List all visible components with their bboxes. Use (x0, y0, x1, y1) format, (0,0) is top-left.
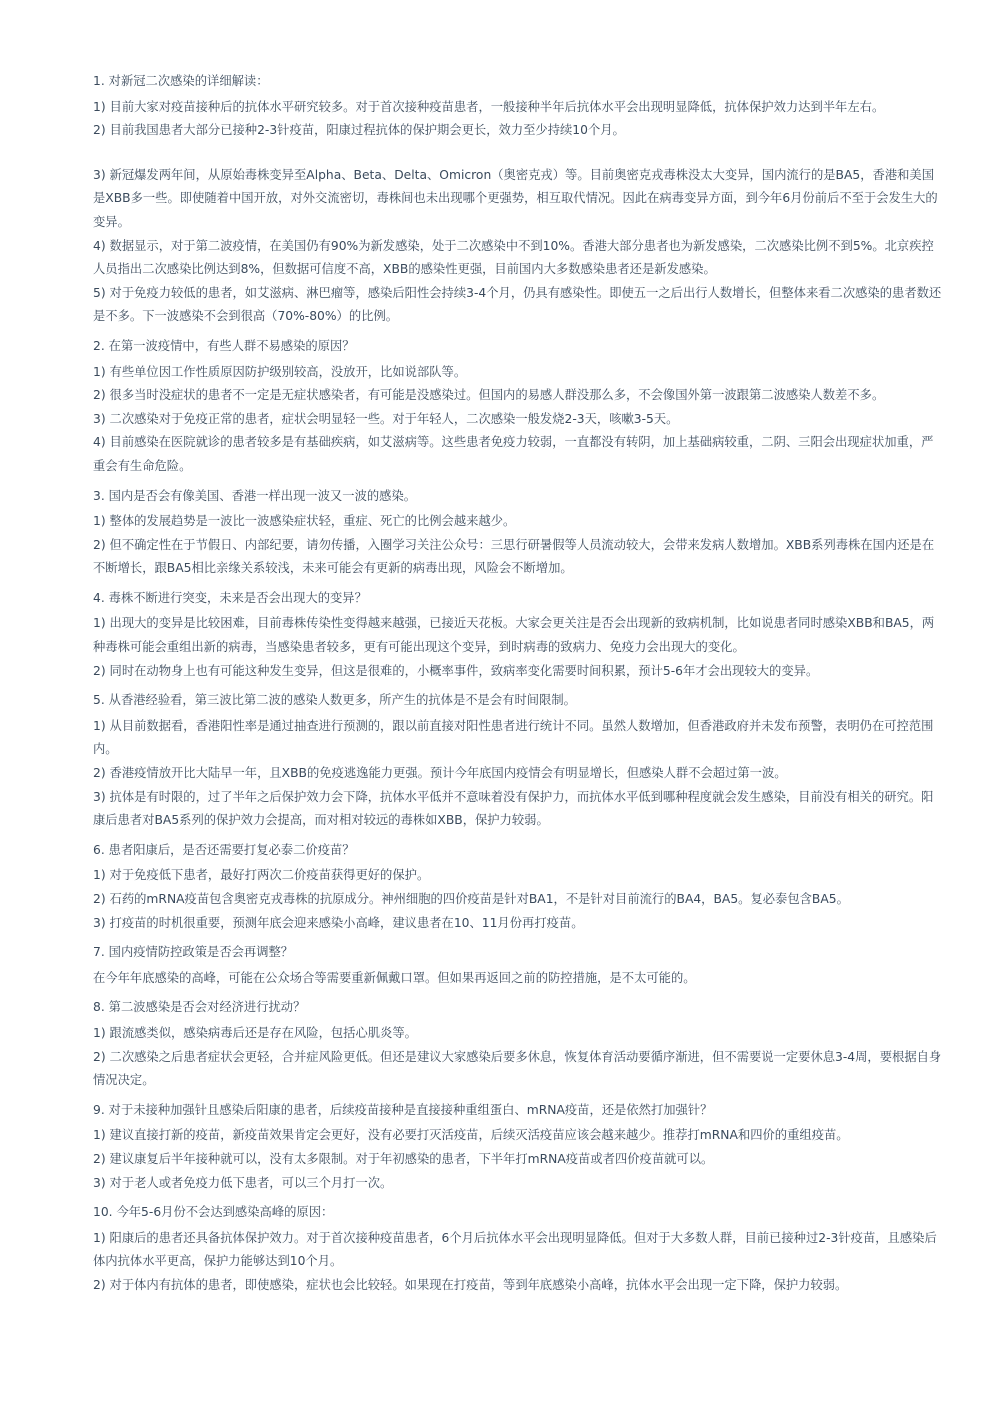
paragraph: 2) 对于体内有抗体的患者，即使感染，症状也会比较轻。如果现在打疫苗，等到年底感染小高峰，抗体水平会出现一定下降，保护力较弱。 (93, 1277, 848, 1292)
paragraph: 1) 目前大家对疫苗接种后的抗体水平研究较多。对于首次接种疫苗患者，一般接种半年后抗体水平会出现明显降低，抗体保护效力达到半年左右。 (93, 99, 885, 114)
paragraph: 3) 打疫苗的时机很重要，预测年底会迎来感染小高峰，建议患者在10、11月份再打疫苗。 (93, 915, 584, 930)
paragraph: 2) 石药的mRNA疫苗包含奥密克戎毒株的抗原成分。神州细胞的四价疫苗是针对BA1，不是针对目前流行的BA4，BA5。复必泰包含BA5。 (93, 892, 849, 906)
section-heading: 1. 对新冠二次感染的详细解读： (93, 74, 269, 88)
paragraph: 5) 对于免疫力较低的患者，如艾滋病、淋巴瘤等，感染后阳性会持续3-4个月，仍具有感染性。即使五一之后出行人数增长，但整体来看二次感染的患者数还是不多。下一波感染不会到很高（70%-80%）的比例。 (93, 285, 942, 324)
section-4 (93, 587, 945, 683)
paragraph: 2) 很多当时没症状的患者不一定是无症状感染者，有可能是没感染过。但国内的易感人群没那么多，不会像国外第一波跟第二波感染人数差不多。 (93, 388, 885, 403)
paragraph: 1) 从目前数据看，香港阳性率是通过抽查进行预测的，跟以前直接对阳性患者进行统计不同。虽然人数增加，但香港政府并未发布预警，表明仍在可控范围内。 (93, 718, 934, 757)
section-3 (93, 485, 945, 581)
section-heading: 4. 毒株不断进行突变，未来是否会出现大的变异？ (93, 590, 367, 605)
paragraph: 1) 阳康后的患者还具备抗体保护效力。对于首次接种疫苗患者，6个月后抗体水平会出现明显降低。但对于大多数人群，目前已接种过2-3针疫苗，且感染后体内抗体水平更高，保护力能够达到10个月。 (93, 1230, 937, 1269)
paragraph: 2) 但不确定性在于节假日、内部纪要，请勿传播，入圈学习关注公众号：三思行研暑假等人员流动较大，会带来发病人数增加。XBB系列毒株在国内还是在不断增长，跟BA5相比亲缘关系较浅，未来可能会有更新的病毒出现，风险会不断增加。 (93, 537, 935, 576)
section-heading: 5. 从香港经验看，第三波比第二波的感染人数更多，所产生的抗体是不是会有时间限制。 (93, 693, 576, 708)
paragraph: 1) 有些单位因工作性质原因防护级别较高，没放开，比如说部队等。 (93, 364, 467, 379)
paragraph: 3) 新冠爆发两年间，从原始毒株变异至Alpha、Beta、Delta、Omicron（奥密克戎）等。目前奥密克戎毒株没太大变异，国内流行的是BA5，香港和美国是XBB多一些。即使随着中国开放，对外交流密切，毒株间也未出现哪个更强势，相互取代情况。因此在病毒变异方面，到今年6月份前后不至于会发生大的变异。 (93, 167, 938, 229)
paragraph: 4) 目前感染在医院就诊的患者较多是有基础疾病，如艾滋病等。这些患者免疫力较弱，一直都没有转阴，加上基础病较重，二阴、三阳会出现症状加重，严重会有生命危险。 (93, 435, 934, 473)
section-heading: 10. 今年5-6月份不会达到感染高峰的原因： (93, 1205, 334, 1220)
section-9 (93, 1099, 945, 1195)
paragraph: 1) 整体的发展趋势是一波比一波感染症状轻，重症、死亡的比例会越来越少。 (93, 514, 516, 529)
paragraph: 1) 出现大的变异是比较困难，目前毒株传染性变得越来越强，已接近天花板。大家会更关注是否会出现新的致病机制，比如说患者同时感染XBB和BA5，两种毒株可能会重组出新的病毒，当感染患者较多，更有可能出现这个变异，到时病毒的致病力、免疫力会出现大的变化。 (93, 616, 935, 655)
paragraph: 1) 跟流感类似，感染病毒后还是存在风险，包括心肌炎等。 (93, 1025, 417, 1040)
section-heading: 6. 患者阳康后，是否还需要打复必泰二价疫苗？ (93, 842, 355, 857)
section-heading: 7. 国内疫情防控政策是否会再调整？ (93, 945, 294, 960)
paragraph: 3) 二次感染对于免疫正常的患者，症状会明显轻一些。对于年轻人，二次感染一般发烧2-3天，咳嗽3-5天。 (93, 411, 679, 426)
section-1 (93, 70, 945, 143)
paragraph: 2) 同时在动物身上也有可能这种发生变异，但这是很难的，小概率事件，致病率变化需要时间积累，预计5-6年才会出现较大的变异。 (93, 663, 819, 678)
section-8 (93, 996, 945, 1092)
paragraph: 在今年年底感染的高峰，可能在公众场合等需要重新佩戴口罩。但如果再返回之前的防控措施，是不太可能的。 (93, 970, 696, 985)
paragraph: 2) 香港疫情放开比大陆早一年，且XBB的免疫逃逸能力更强。预计今年底国内疫情会有明显增长，但感染人群不会超过第一波。 (93, 766, 787, 781)
section-6 (93, 839, 945, 935)
section-heading: 3. 国内是否会有像美国、香港一样出现一波又一波的感染。 (93, 488, 417, 503)
section-heading: 8. 第二波感染是否会对经济进行扰动？ (93, 1000, 306, 1015)
document-page (93, 70, 945, 1304)
section-heading: 9. 对于未接种加强针且感染后阳康的患者，后续疫苗接种是直接接种重组蛋白、mRNA疫苗，还是依然打加强针？ (93, 1102, 713, 1117)
paragraph: 3) 对于老人或者免疫力低下患者，可以三个月打一次。 (93, 1175, 393, 1190)
section-10 (93, 1201, 945, 1297)
paragraph: 2) 二次感染之后患者症状会更轻，合并症风险更低。但还是建议大家感染后要多休息，恢复体育活动要循序渐进，但不需要说一定要休息3-4周，要根据自身情况决定。 (93, 1049, 942, 1088)
paragraph: 3) 抗体是有时限的，过了半年之后保护效力会下降，抗体水平低并不意味着没有保护力，而抗体水平低到哪种程度就会发生感染，目前没有相关的研究。阳康后患者对BA5系列的保护效力会提高，而对相对较远的毒株如XBB，保护力较弱。 (93, 789, 934, 828)
paragraph: 1) 对于免疫低下患者，最好打两次二价疫苗获得更好的保护。 (93, 868, 430, 883)
paragraph: 4) 数据显示，对于第二波疫情，在美国仍有90%为新发感染，处于二次感染中不到10%。香港大部分患者也为新发感染，二次感染比例不到5%。北京疾控人员指出二次感染比例达到8%，但数据可信度不高，XBB的感染性更强，目前国内大多数感染患者还是新发感染。 (93, 238, 934, 277)
paragraph: 1) 建议直接打新的疫苗，新疫苗效果肯定会更好，没有必要打灭活疫苗，后续灭活疫苗应该会越来越少。推荐打mRNA和四价的重组疫苗。 (93, 1128, 849, 1143)
section-1-continued (93, 164, 945, 329)
section-5 (93, 689, 945, 833)
paragraph: 2) 建议康复后半年接种就可以，没有太多限制。对于年初感染的患者，下半年打mRNA疫苗或者四价疫苗就可以。 (93, 1151, 714, 1166)
section-2 (93, 335, 945, 479)
paragraph: 2) 目前我国患者大部分已接种2-3针疫苗，阳康过程抗体的保护期会更长，效力至少持续10个月。 (93, 123, 625, 138)
section-7 (93, 941, 945, 990)
section-heading: 2. 在第一波疫情中，有些人群不易感染的原因？ (93, 338, 355, 353)
